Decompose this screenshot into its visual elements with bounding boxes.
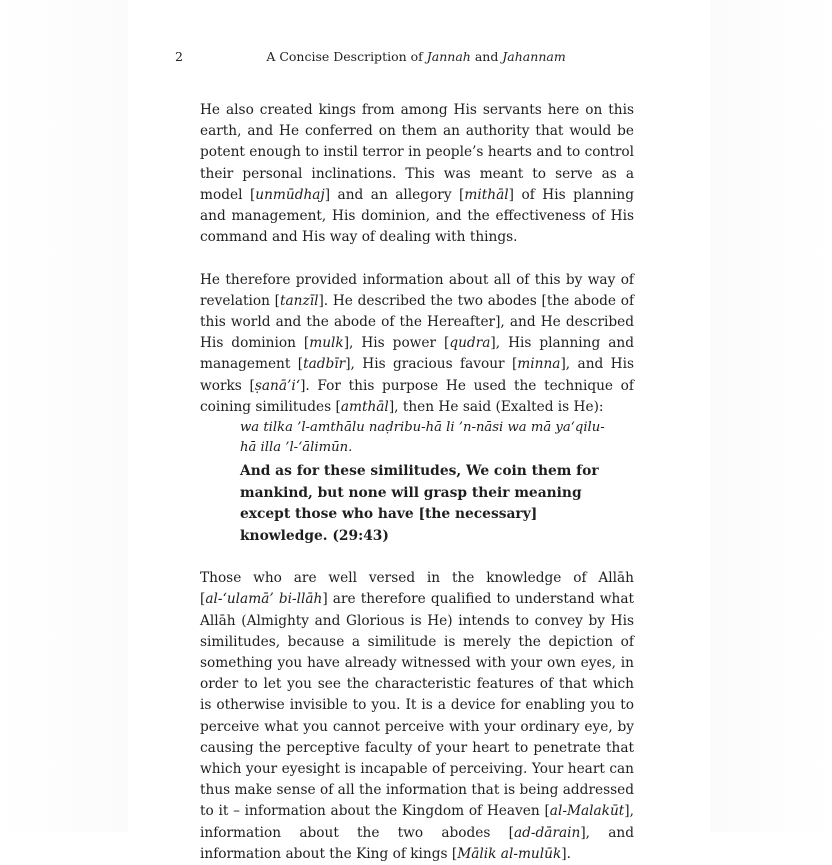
body-text [200, 100, 634, 865]
book-title: A Concise Description of Jannah and Jahannam [266, 49, 566, 64]
paragraph-similitudes: Those who are well versed in the knowledge of Allāh [al-‘ulamā’ bi-llāh] are therefore qualified to understand what Allāh (Almighty and Glorious is He) intends to convey by His similitudes, because a similitude is merely the depiction of something you have already witnessed with your own eyes, in order to let you see the characteristic features of that which is otherwise invisible to you. It is a device for enabling you to perceive what you cannot perceive with your ordinary eye, by causing the perceptive faculty of your heart to penetrate that which your eyesight is incapable of perceiving. Your heart can thus make sense of all the information that is being addressed to it – information about the Kingdom of Heaven [al-Malakūt], information about the two abodes [ad-dārain], and information about the King of kings [Mālik al-mulūk]. [200, 570, 634, 862]
paragraph-kings: He also created kings from among His servants here on this earth, and He conferred on them an authority that would be potent enough to instil terror in people’s hearts and to control their personal inclinations. This was meant to serve as a model [unmūdhaj] and an allegory [mithāl] of His planning and management, His dominion, and the effectiveness of His command and His way of dealing with things. [200, 102, 634, 246]
page-number: 2 [175, 49, 183, 64]
quote-transliteration: wa tilka ’l-amthālu naḍribu-hā li ’n-nāsi wa mā ya‘qilu-hā illa ’l-‘ālimūn. [240, 420, 605, 455]
quote-translation: And as for these similitudes, We coin them for mankind, but none will grasp their meaning except those who have [the necessary] knowledge. (29:43) [240, 463, 599, 544]
quran-quote [240, 418, 614, 547]
page-margin-left [0, 0, 128, 832]
running-header [0, 49, 832, 69]
paragraph-revelation: He therefore provided information about all of this by way of revelation [tanzīl]. He described the two abodes [the abode of this world and the abode of the Hereafter], and He described His dominion [mulk], His power [qudra], His planning and management [tadbīr], His gracious favour [minna], and His works [ṣanā’i‘]. For this purpose He used the technique of coining similitudes [amthāl], then He said (Exalted is He): [200, 271, 635, 415]
page-margin-right [710, 0, 832, 832]
